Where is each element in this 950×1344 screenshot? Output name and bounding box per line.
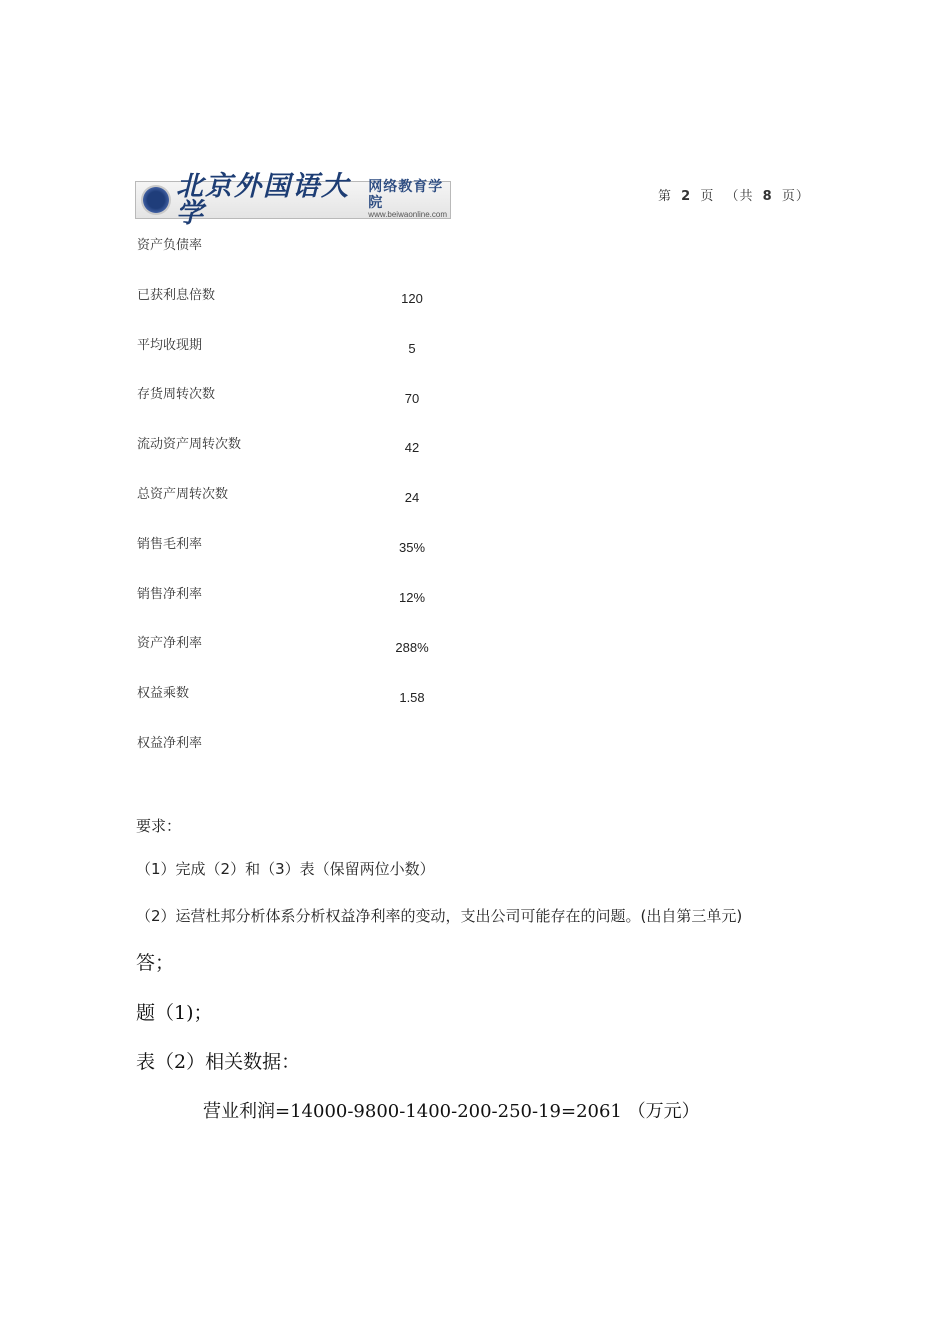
ratio-value: 5 [408,341,416,356]
ratio-label: 平均收现期 [137,338,203,353]
page-total: 8 [762,189,773,204]
ratio-value: 70 [404,391,420,406]
operating-profit-formula: 营业利润=14000-9800-1400-200-250-19=2061 （万元） [203,1101,700,1122]
page-label-ye-end: 页） [781,189,810,204]
ratio-label: 资产负债率 [137,238,203,253]
ratio-label: 流动资产周转次数 [137,437,242,452]
logo-website: www.beiwaonline.com [368,210,447,219]
answer-title: 答； [136,952,175,974]
logo-school-name: 网络教育学院 [368,179,444,211]
answer-table-2-heading: 表（2）相关数据： [136,1051,301,1073]
ratio-value: 1.58 [399,690,425,705]
ratio-label: 存货周转次数 [137,387,216,402]
page-label-gong: （共 [725,189,754,204]
ratio-value: 12% [398,590,426,605]
requirement-item: （1）完成（2）和（3）表（保留两位小数） [136,860,435,878]
answer-question-1: 题（1)； [136,1002,213,1024]
ratio-value: 42 [404,440,420,455]
ratio-value: 35% [398,540,426,555]
ratio-value: 288% [395,640,429,655]
ratio-label: 权益乘数 [137,686,190,701]
ratio-label: 销售毛利率 [137,537,203,552]
page-indicator [658,185,810,204]
ratio-label: 资产净利率 [137,636,203,651]
requirements-title: 要求： [136,817,182,835]
ratio-label: 权益净利率 [137,736,203,751]
ratio-value: 120 [401,291,423,306]
ratio-label: 总资产周转次数 [137,487,229,502]
ratio-value: 24 [404,490,420,505]
logo-text-block [368,180,450,220]
page-label-ye: 页 [700,189,715,204]
university-seal-icon [141,185,171,215]
requirement-item: （2）运营杜邦分析体系分析权益净利率的变动，支出公司可能存在的问题。(出自第三单元) [136,907,743,925]
page-label-di: 第 [658,189,673,204]
logo-calligraphy: 北京外国语大学 [176,171,350,229]
ratio-label: 已获利息倍数 [137,288,216,303]
ratio-label: 销售净利率 [137,587,203,602]
page-current: 2 [681,189,692,204]
university-logo [135,171,451,229]
